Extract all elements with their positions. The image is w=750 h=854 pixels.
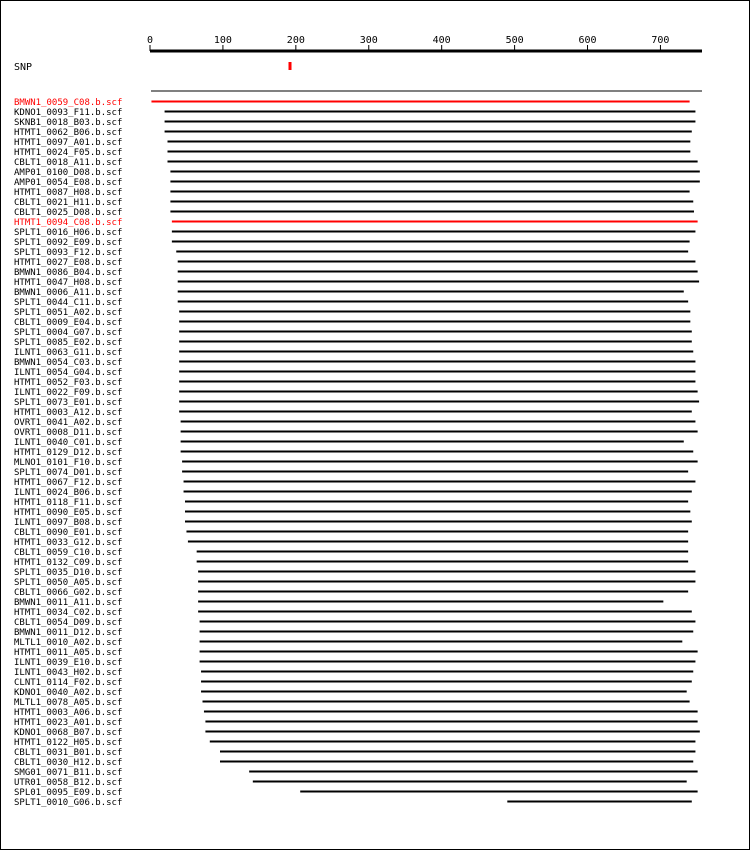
read-row — [14, 198, 693, 208]
axis-tick-label: 400 — [432, 35, 451, 46]
read-row — [14, 288, 684, 298]
read-name[interactable]: ILNT1_0043_H02.b.scf — [14, 668, 123, 678]
read-name[interactable]: HTMT1_0023_A01.b.scf — [14, 718, 123, 728]
read-name[interactable]: CBLT1_0054_D09.b.scf — [14, 618, 123, 628]
read-row — [14, 688, 687, 698]
read-row — [14, 228, 695, 238]
read-name[interactable]: SPLT1_0051_A02.b.scf — [14, 308, 123, 318]
read-name[interactable]: CBLT1_0025_D08.b.scf — [14, 208, 123, 218]
read-name[interactable]: HTMT1_0118_F11.b.scf — [14, 498, 123, 508]
read-row — [14, 138, 690, 148]
read-row — [14, 108, 695, 118]
read-row — [14, 428, 698, 438]
read-name[interactable]: SKNB1_0018_B03.b.scf — [14, 118, 123, 128]
read-row — [14, 558, 688, 568]
read-row — [14, 498, 688, 508]
read-name[interactable]: SPLT1_0085_E02.b.scf — [14, 338, 123, 348]
read-name[interactable]: MLTL1_0010_A02.b.scf — [14, 638, 123, 648]
read-name[interactable]: HTMT1_0087_H08.b.scf — [14, 188, 123, 198]
read-row — [14, 418, 695, 428]
position-axis — [147, 35, 702, 51]
read-row — [14, 658, 695, 668]
read-row — [14, 628, 693, 638]
read-name[interactable]: HTMT1_0094_C08.b.scf — [14, 218, 123, 228]
read-name[interactable]: SPLT1_0093_F12.b.scf — [14, 248, 123, 258]
read-row — [14, 508, 690, 518]
read-name[interactable]: ILNT1_0039_E10.b.scf — [14, 658, 123, 668]
read-name[interactable]: SPLT1_0092_E09.b.scf — [14, 238, 123, 248]
axis-tick-label: 100 — [213, 35, 232, 46]
read-name[interactable]: UTR01_0058_B12.b.scf — [14, 778, 123, 788]
read-row — [14, 168, 700, 178]
read-row — [14, 788, 698, 798]
read-row — [14, 518, 692, 528]
read-row — [14, 798, 692, 808]
read-row — [14, 258, 695, 268]
read-row — [14, 158, 698, 168]
read-row — [14, 768, 698, 778]
read-row — [14, 238, 690, 248]
read-name[interactable]: CBLT1_0009_E04.b.scf — [14, 318, 123, 328]
read-row — [14, 698, 690, 708]
read-name[interactable]: CBLT1_0031_B01.b.scf — [14, 748, 123, 758]
read-row — [14, 588, 688, 598]
read-row — [14, 118, 695, 128]
read-row — [14, 368, 695, 378]
read-row — [14, 758, 693, 768]
read-name[interactable]: HTMT1_0027_E08.b.scf — [14, 258, 123, 268]
read-row — [14, 608, 692, 618]
read-name[interactable]: CBLT1_0030_H12.b.scf — [14, 758, 123, 768]
read-row — [14, 748, 695, 758]
read-name[interactable]: HTMT1_0003_A12.b.scf — [14, 408, 123, 418]
read-row — [14, 408, 692, 418]
read-row — [14, 448, 693, 458]
read-name[interactable]: HTMT1_0062_B06.b.scf — [14, 128, 123, 138]
snp-label: SNP — [14, 62, 33, 73]
read-row — [14, 598, 663, 608]
read-row — [14, 328, 692, 338]
read-name[interactable]: HTMT1_0024_F05.b.scf — [14, 148, 123, 158]
read-row — [14, 578, 695, 588]
read-row — [14, 668, 693, 678]
read-row — [14, 358, 695, 368]
read-name[interactable]: HTMT1_0067_F12.b.scf — [14, 478, 123, 488]
read-row — [14, 388, 698, 398]
axis-tick-label: 200 — [286, 35, 305, 46]
read-name[interactable]: MLTL1_0078_A05.b.scf — [14, 698, 123, 708]
read-row — [14, 778, 687, 788]
axis-tick-label: 300 — [359, 35, 378, 46]
read-row — [14, 278, 699, 288]
read-row — [14, 528, 688, 538]
read-row — [14, 478, 695, 488]
read-name[interactable]: CBLT1_0090_E01.b.scf — [14, 528, 123, 538]
axis-tick-label: 600 — [578, 35, 597, 46]
read-row — [14, 98, 690, 108]
read-row — [14, 678, 692, 688]
read-row — [14, 548, 688, 558]
read-row — [14, 708, 698, 718]
read-name[interactable]: KDNO1_0093_F11.b.scf — [14, 108, 123, 118]
read-name[interactable]: HTMT1_0090_E05.b.scf — [14, 508, 123, 518]
read-name[interactable]: ILNT1_0063_G11.b.scf — [14, 348, 123, 358]
read-alignment-diagram — [1, 1, 749, 849]
read-row — [14, 188, 690, 198]
read-name[interactable]: CBLT1_0018_A11.b.scf — [14, 158, 123, 168]
read-name[interactable]: AMP01_0100_D08.b.scf — [14, 168, 123, 178]
read-row — [14, 638, 682, 648]
axis-tick-label: 500 — [505, 35, 524, 46]
read-row — [14, 308, 690, 318]
read-name[interactable]: ILNT1_0054_G04.b.scf — [14, 368, 123, 378]
read-name[interactable]: CBLT1_0021_H11.b.scf — [14, 198, 123, 208]
read-name[interactable]: HTMT1_0052_F03.b.scf — [14, 378, 123, 388]
read-row — [14, 338, 692, 348]
read-name[interactable]: SPLT1_0050_A05.b.scf — [14, 578, 123, 588]
read-name[interactable]: ILNT1_0040_C01.b.scf — [14, 438, 123, 448]
read-name[interactable]: OVRT1_0008_D11.b.scf — [14, 428, 123, 438]
read-row — [14, 128, 692, 138]
read-row — [14, 398, 699, 408]
read-name[interactable]: SPLT1_0074_D01.b.scf — [14, 468, 123, 478]
read-name[interactable]: SPLT1_0044_C11.b.scf — [14, 298, 123, 308]
read-name[interactable]: ILNT1_0097_B08.b.scf — [14, 518, 123, 528]
read-name[interactable]: HTMT1_0011_A05.b.scf — [14, 648, 123, 658]
read-row — [14, 218, 698, 228]
snp-marker — [289, 62, 292, 70]
read-row — [14, 618, 695, 628]
read-name[interactable]: AMP01_0054_E08.b.scf — [14, 178, 123, 188]
read-row — [14, 488, 692, 498]
read-row — [14, 728, 700, 738]
read-row — [14, 148, 690, 158]
read-row — [14, 348, 693, 358]
read-name[interactable]: OVRT1_0041_A02.b.scf — [14, 418, 123, 428]
read-row — [14, 458, 698, 468]
read-name[interactable]: SMG01_0071_B11.b.scf — [14, 768, 123, 778]
read-name[interactable]: CBLT1_0059_C10.b.scf — [14, 548, 123, 558]
read-row — [14, 318, 690, 328]
read-row — [14, 268, 698, 278]
read-name[interactable]: BMWN1_0059_C08.b.scf — [14, 98, 123, 108]
read-row — [14, 208, 694, 218]
read-name[interactable]: HTMT1_0132_C09.b.scf — [14, 558, 123, 568]
read-name[interactable]: SPLT1_0010_G06.b.scf — [14, 798, 123, 808]
read-name[interactable]: HTMT1_0034_C02.b.scf — [14, 608, 123, 618]
axis-tick-label: 0 — [146, 35, 154, 46]
read-name[interactable]: HTMT1_0003_A06.b.scf — [14, 708, 123, 718]
read-name[interactable]: BMWN1_0011_D12.b.scf — [14, 628, 123, 638]
read-name[interactable]: ILNT1_0024_B06.b.scf — [14, 488, 123, 498]
read-name[interactable]: HTMT1_0047_H08.b.scf — [14, 278, 123, 288]
read-row — [14, 438, 684, 448]
read-name[interactable]: KDNO1_0040_A02.b.scf — [14, 688, 123, 698]
read-name[interactable]: SPLT1_0035_D10.b.scf — [14, 568, 123, 578]
read-name[interactable]: HTMT1_0033_G12.b.scf — [14, 538, 123, 548]
read-row — [14, 718, 698, 728]
read-row — [14, 648, 698, 658]
read-row — [14, 738, 695, 748]
read-row — [14, 248, 688, 258]
read-name[interactable]: BMWN1_0086_B04.b.scf — [14, 268, 123, 278]
read-name[interactable]: SPLT1_0073_E01.b.scf — [14, 398, 123, 408]
read-name[interactable]: BMWN1_0006_A11.b.scf — [14, 288, 123, 298]
read-name[interactable]: HTMT1_0122_H05.b.scf — [14, 738, 123, 748]
read-name[interactable]: BMWN1_0054_C03.b.scf — [14, 358, 123, 368]
read-row — [14, 378, 695, 388]
read-row — [14, 538, 688, 548]
read-name[interactable]: SPL01_0095_E09.b.scf — [14, 788, 123, 798]
read-name[interactable]: KDNO1_0068_B07.b.scf — [14, 728, 123, 738]
read-name[interactable]: CLNT1_0114_F02.b.scf — [14, 678, 123, 688]
read-row — [14, 298, 688, 308]
read-row — [14, 178, 700, 188]
read-name[interactable]: CBLT1_0066_G02.b.scf — [14, 588, 123, 598]
read-name[interactable]: ILNT1_0022_F09.b.scf — [14, 388, 123, 398]
reads-list — [14, 98, 700, 808]
axis-tick-label: 700 — [651, 35, 670, 46]
read-row — [14, 468, 688, 478]
read-name[interactable]: SPLT1_0016_H06.b.scf — [14, 228, 123, 238]
read-name[interactable]: HTMT1_0097_A01.b.scf — [14, 138, 123, 148]
read-name[interactable]: HTMT1_0129_D12.b.scf — [14, 448, 123, 458]
read-row — [14, 568, 695, 578]
read-name[interactable]: SPLT1_0004_G07.b.scf — [14, 328, 123, 338]
read-name[interactable]: BMWN1_0011_A11.b.scf — [14, 598, 123, 608]
read-name[interactable]: MLNO1_0101_F10.b.scf — [14, 458, 123, 468]
